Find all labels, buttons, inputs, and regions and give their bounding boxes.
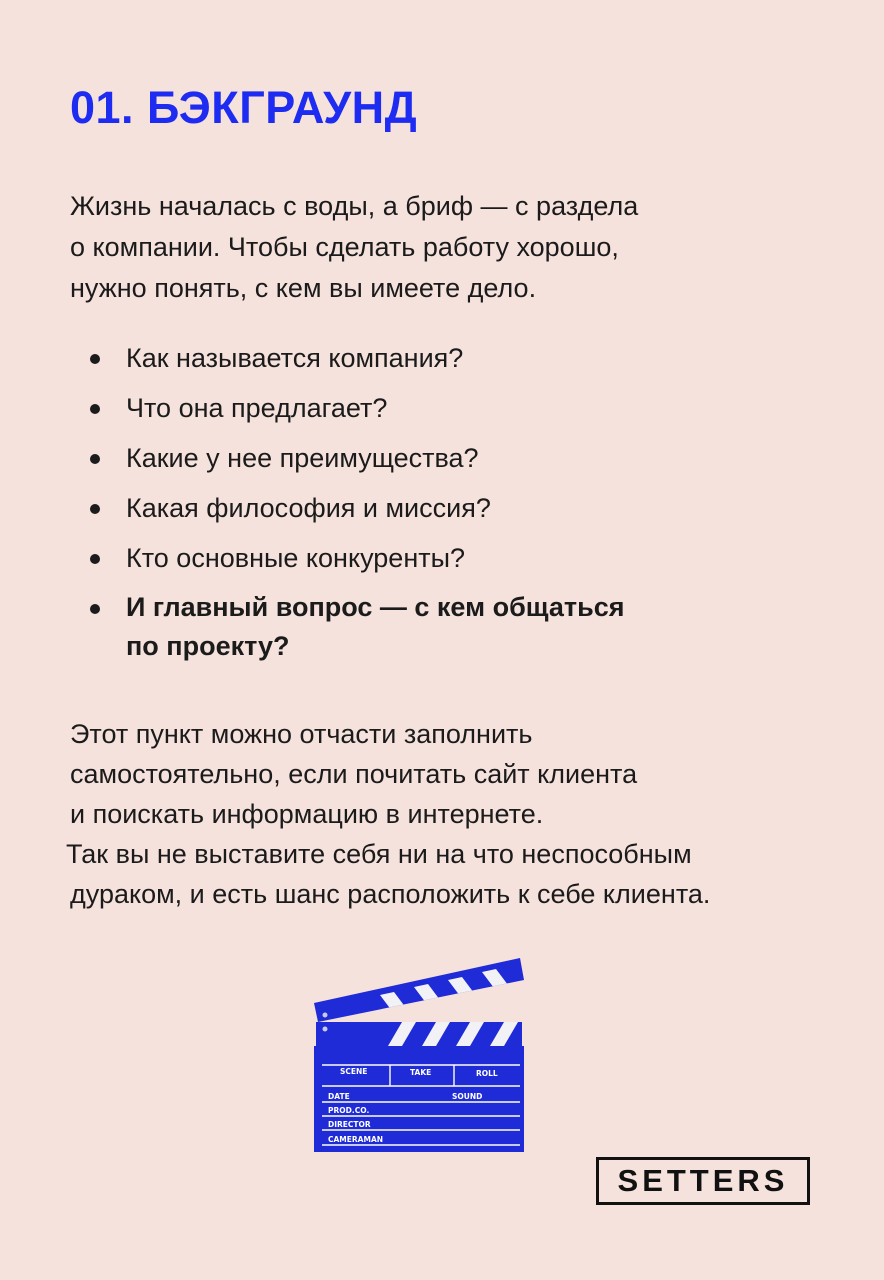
list-item-text: по проекту? [126,631,290,661]
clapper-sound-label: SOUND [452,1092,483,1101]
list-item [88,438,788,478]
intro-line: о компании. Чтобы сделать работу хорошо, [70,232,619,262]
outro-paragraph [66,714,846,914]
outro-line: Так вы не выставите себя ни на что неспособным [66,839,692,869]
list-item-text: Какая философия и миссия? [126,493,491,523]
list-item-text: Кто основные конкуренты? [126,543,466,573]
outro-line: Этот пункт можно отчасти заполнить [70,719,533,749]
outro-line: дураком, и есть шанс расположить к себе клиента. [70,879,711,909]
outro-line: и поискать информацию в интернете. [70,799,544,829]
clapper-date-label: DATE [328,1092,350,1101]
list-item [88,538,788,578]
bullet-icon [90,504,100,514]
clapper-take-label: TAKE [410,1068,432,1077]
intro-line: Жизнь началась с воды, а бриф — с раздела [70,191,639,221]
bullet-icon [90,554,100,564]
clapper-director-label: DIRECTOR [328,1120,371,1129]
bullet-icon [90,404,100,414]
list-item-main-question [88,588,788,666]
clapper-roll-label: ROLL [476,1069,498,1078]
list-item-text: Что она предлагает? [126,393,388,423]
list-item-text: Как называется компания? [126,343,464,373]
clapper-scene-label: SCENE [340,1067,368,1076]
intro-line: нужно понять, с кем вы имеете дело. [70,273,537,303]
brand-logo: SETTERS [596,1157,810,1205]
list-item [88,338,788,378]
page-title: 01. БЭКГРАУНД [70,82,418,133]
bullet-icon [90,454,100,464]
list-item-text: Какие у нее преимущества? [126,443,479,473]
bullet-icon [90,354,100,364]
clapper-cameraman-label: CAMERAMAN [328,1135,384,1144]
bullet-icon [90,604,100,614]
outro-line: самостоятельно, если почитать сайт клиента [70,759,638,789]
clapperboard-icon [310,950,532,1155]
question-list [88,338,788,676]
list-item [88,488,788,528]
clapper-prod-label: PROD.CO. [328,1106,370,1115]
intro-paragraph [70,186,790,309]
list-item [88,388,788,428]
list-item-text: И главный вопрос — с кем общаться [126,592,625,622]
